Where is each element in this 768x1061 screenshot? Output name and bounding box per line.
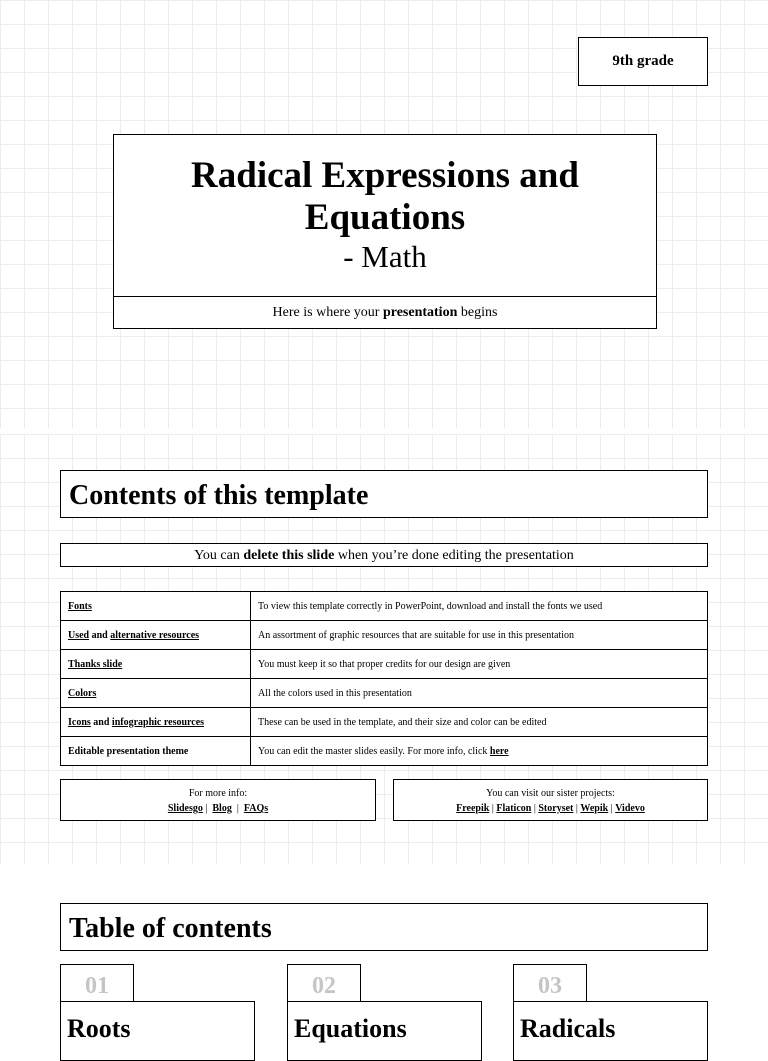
begin-text xyxy=(114,296,656,328)
storyset-link[interactable]: Storyset xyxy=(538,803,574,814)
delete-note xyxy=(60,543,708,567)
freepik-link[interactable]: Freepik xyxy=(456,803,490,814)
sister-projects-label: You can visit our sister projects: xyxy=(486,788,615,799)
alternative-resources-link[interactable]: alternative resources xyxy=(110,629,200,641)
faqs-link[interactable]: FAQs xyxy=(243,803,269,814)
note-bold: delete this slide xyxy=(243,548,335,563)
flaticon-link[interactable]: Flaticon xyxy=(496,803,532,814)
toc-item: Equations xyxy=(287,1001,482,1061)
row-desc: To view this template correctly in PowerPoint, download and install the fonts we used xyxy=(251,592,708,621)
table-row xyxy=(61,621,708,650)
slidesgo-link[interactable]: Slidesgo xyxy=(167,803,203,814)
table-row xyxy=(61,737,708,766)
toc-number: 02 xyxy=(287,964,361,1002)
thanks-slide-link[interactable]: Thanks slide xyxy=(68,658,123,670)
row-desc xyxy=(251,737,708,766)
title-box xyxy=(113,134,657,329)
toc-item: Roots xyxy=(60,1001,255,1061)
and-text: and xyxy=(89,629,111,641)
table-row xyxy=(61,592,708,621)
note-pre: You can xyxy=(194,548,244,563)
here-link[interactable]: here xyxy=(489,745,509,757)
and-text: and xyxy=(90,716,112,728)
row-key: Editable presentation theme xyxy=(61,737,251,766)
videvo-link[interactable]: Videvo xyxy=(615,803,645,814)
sister-projects-box: You can visit our sister projects: Freepik | Flaticon | Storyset | Wepik | Videvo xyxy=(393,779,708,821)
fonts-link[interactable]: Fonts xyxy=(68,600,92,612)
table-row xyxy=(61,679,708,708)
toc-number: 03 xyxy=(513,964,587,1002)
infographic-resources-link[interactable]: infographic resources xyxy=(111,716,205,728)
row-desc: All the colors used in this presentation xyxy=(251,679,708,708)
blog-link[interactable]: Blog xyxy=(212,803,232,814)
presentation-subtitle: - Math xyxy=(343,239,427,274)
row-desc-text: You can edit the master slides easily. For more info, click xyxy=(258,745,490,757)
grade-badge: 9th grade xyxy=(578,37,708,86)
row-desc: An assortment of graphic resources that are suitable for use in this presentation xyxy=(251,621,708,650)
begin-bold: presentation xyxy=(382,305,458,320)
used-link[interactable]: Used xyxy=(68,629,90,641)
presentation-title: Radical Expressions and Equations xyxy=(191,155,579,238)
begin-post: begins xyxy=(457,305,498,320)
table-row xyxy=(61,650,708,679)
table-row xyxy=(61,708,708,737)
toc-number: 01 xyxy=(60,964,134,1002)
contents-title: Contents of this template xyxy=(60,470,708,518)
more-info-box: For more info: Slidesgo | Blog | FAQs xyxy=(60,779,376,821)
icons-link[interactable]: Icons xyxy=(68,716,91,728)
toc-item: Radicals xyxy=(513,1001,708,1061)
row-desc: These can be used in the template, and their size and color can be edited xyxy=(251,708,708,737)
row-desc: You must keep it so that proper credits for our design are given xyxy=(251,650,708,679)
toc-title: Table of contents xyxy=(60,903,708,951)
wepik-link[interactable]: Wepik xyxy=(580,803,609,814)
note-post: when you’re done editing the presentation xyxy=(334,548,574,563)
more-info-label: For more info: xyxy=(188,788,248,799)
begin-pre: Here is where your xyxy=(272,305,383,320)
colors-link[interactable]: Colors xyxy=(68,687,97,699)
slide-title xyxy=(0,0,768,428)
resources-table xyxy=(60,591,708,766)
